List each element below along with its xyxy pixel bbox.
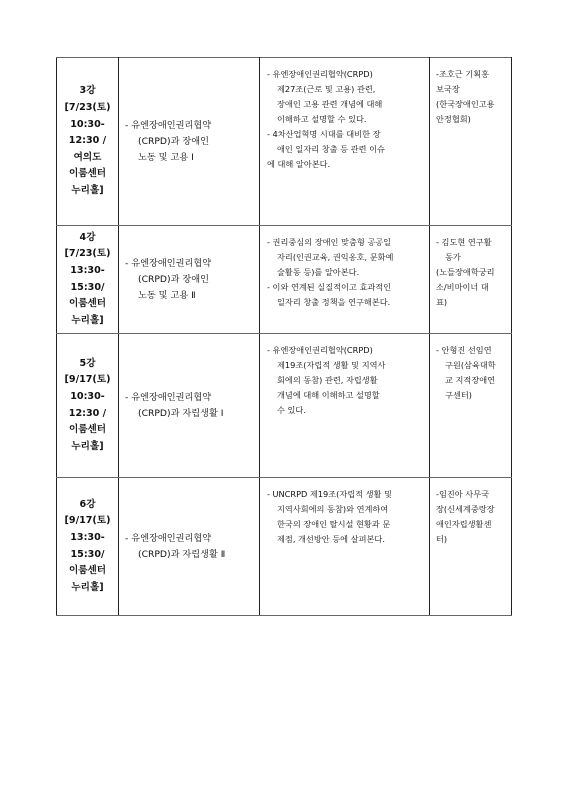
speaker-line: 교 지적장애연 bbox=[445, 375, 496, 385]
content-line: 이해하고 설명할 수 있다. bbox=[277, 114, 367, 124]
session-number: 4강 bbox=[79, 231, 96, 243]
lecture-title-line: - 유엔장애인권리협약 bbox=[125, 257, 212, 269]
content-line: 개념에 대해 이해하고 설명할 bbox=[277, 390, 380, 400]
lecture-title-cell bbox=[119, 478, 260, 616]
speaker-line: 안정협회) bbox=[436, 114, 471, 124]
session-end-time: 12:30 / bbox=[68, 407, 107, 419]
speaker-line: 표) bbox=[436, 297, 448, 307]
session-start-time: 10:30- bbox=[70, 390, 105, 402]
lecture-title-line: (CRPD)과 장애인 bbox=[138, 135, 210, 147]
content-line: 제19조(자립적 생활 및 지역사 bbox=[277, 360, 386, 370]
session-cell bbox=[57, 478, 119, 616]
speaker-line: 소/비마이너 대 bbox=[436, 282, 489, 292]
content-line: - UNCRPD 제19조(자립적 생활 및 bbox=[267, 489, 393, 499]
session-venue-hall: 누리홀] bbox=[71, 440, 104, 452]
session-number: 5강 bbox=[79, 357, 96, 369]
session-end-time: 15:30/ bbox=[70, 548, 105, 560]
lecture-title-line: 노동 및 고용 Ⅰ bbox=[138, 151, 194, 163]
lecture-title-line: 노동 및 고용 Ⅱ bbox=[138, 289, 196, 301]
session-number: 3강 bbox=[79, 85, 96, 97]
speaker-line: (한국장애인고용 bbox=[436, 99, 495, 109]
table-row bbox=[57, 226, 512, 334]
speaker-line: 동가 bbox=[445, 252, 461, 262]
session-venue-building: 이룸센터 bbox=[68, 168, 107, 180]
content-line: 술활동 등)를 알아본다. bbox=[277, 267, 360, 277]
content-line: - 권리중심의 장애인 맞춤형 공공일 bbox=[267, 237, 392, 247]
session-venue-hall: 누리홀] bbox=[71, 581, 104, 593]
content-line: - 유엔장애인권리협약(CRPD) bbox=[267, 345, 373, 355]
session-cell bbox=[57, 334, 119, 478]
lecture-content-cell bbox=[260, 58, 430, 226]
session-venue-area: 여의도 bbox=[73, 151, 102, 163]
content-line: 자리(인권교육, 권익옹호, 문화예 bbox=[277, 252, 394, 262]
lecture-title-line: - 유엔장애인권리협약 bbox=[125, 391, 212, 403]
session-date: [9/17(토) bbox=[64, 515, 111, 527]
session-end-time: 15:30/ bbox=[70, 281, 105, 293]
lecture-content-cell bbox=[260, 478, 430, 616]
content-line: 애인 일자리 창출 등 관련 이슈 bbox=[277, 144, 385, 154]
lecture-title-line: - 유엔장애인권리협약 bbox=[125, 532, 212, 544]
lecture-title-line: (CRPD)과 장애인 bbox=[138, 273, 210, 285]
speaker-line: - 안형진 선임연 bbox=[436, 345, 492, 355]
speaker-line: 구센터) bbox=[445, 390, 472, 400]
session-start-time: 13:30- bbox=[70, 531, 105, 543]
speaker-cell bbox=[430, 226, 512, 334]
session-cell bbox=[57, 226, 119, 334]
session-venue-hall: 누리홀] bbox=[71, 314, 104, 326]
lecture-content-cell bbox=[260, 226, 430, 334]
speaker-line: -조호근 기획홍 bbox=[436, 69, 490, 79]
content-line: - 4차산업혁명 시대를 대비한 장 bbox=[267, 129, 381, 139]
table-row bbox=[57, 334, 512, 478]
speaker-cell bbox=[430, 58, 512, 226]
lecture-schedule-table bbox=[56, 57, 512, 616]
content-line: 회에의 동참) 관련, 자립생활 bbox=[277, 375, 378, 385]
speaker-line: 애인자립생활센 bbox=[436, 519, 492, 529]
lecture-content-cell bbox=[260, 334, 430, 478]
speaker-cell bbox=[430, 334, 512, 478]
session-cell bbox=[57, 58, 119, 226]
lecture-title-line: (CRPD)과 자립생활 Ⅰ bbox=[138, 407, 224, 419]
session-venue-building: 이룸센터 bbox=[68, 298, 107, 310]
content-line: 일자리 창출 정책을 연구해본다. bbox=[277, 297, 391, 307]
session-start-time: 13:30- bbox=[70, 264, 105, 276]
session-number: 6강 bbox=[79, 498, 96, 510]
table-row bbox=[57, 478, 512, 616]
speaker-line: 터) bbox=[436, 534, 448, 544]
speaker-line: 구원(삼육대학 bbox=[445, 360, 496, 370]
speaker-cell bbox=[430, 478, 512, 616]
session-date: [9/17(토) bbox=[64, 374, 111, 386]
lecture-title-cell bbox=[119, 58, 260, 226]
session-date: [7/23(토) bbox=[64, 248, 111, 260]
content-line: 장애인 고용 관련 개념에 대해 bbox=[277, 99, 383, 109]
content-line: 지역사회에의 동참)와 연계하여 bbox=[277, 504, 389, 514]
speaker-line: 보국장 bbox=[436, 84, 460, 94]
content-line: 수 있다. bbox=[277, 405, 306, 415]
content-line: 에 대해 알아본다. bbox=[267, 159, 331, 169]
speaker-line: -임진아 사무국 bbox=[436, 489, 490, 499]
session-date: [7/23(토) bbox=[64, 102, 111, 114]
speaker-line: (노들장애학궁리 bbox=[436, 267, 495, 277]
content-line: 제27조(근로 및 고용) 관련, bbox=[277, 84, 376, 94]
lecture-title-cell bbox=[119, 226, 260, 334]
session-venue-hall: 누리홀] bbox=[71, 184, 104, 196]
content-line: - 이와 연계된 실질적이고 효과적인 bbox=[267, 282, 392, 292]
table-row bbox=[57, 58, 512, 226]
content-line: 한국의 장애인 탈시설 현황과 문 bbox=[277, 519, 391, 529]
session-end-time: 12:30 / bbox=[68, 135, 107, 147]
lecture-title-line: (CRPD)과 자립생활 Ⅱ bbox=[138, 548, 226, 560]
lecture-title-line: - 유엔장애인권리협약 bbox=[125, 119, 212, 131]
lecture-title-cell bbox=[119, 334, 260, 478]
content-line: - 유엔장애인권리협약(CRPD) bbox=[267, 69, 373, 79]
content-line: 제점, 개선방안 등에 살펴본다. bbox=[277, 534, 385, 544]
speaker-line: - 김도현 연구활 bbox=[436, 237, 492, 247]
speaker-line: 장(신세계중랑장 bbox=[436, 504, 495, 514]
session-start-time: 10:30- bbox=[70, 118, 105, 130]
session-venue-building: 이룸센터 bbox=[68, 424, 107, 436]
session-venue-building: 이룸센터 bbox=[68, 565, 107, 577]
